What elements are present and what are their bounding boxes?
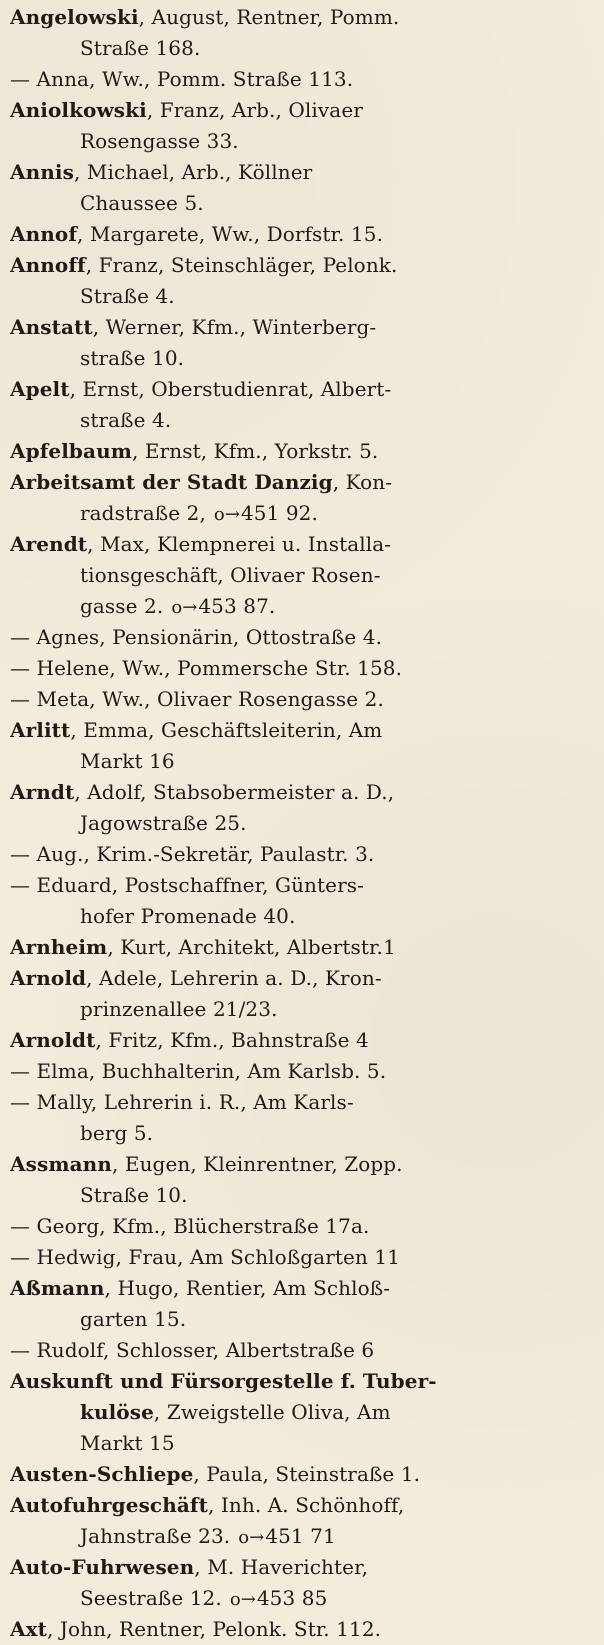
entry-text: , Zweigstelle Oliva, Am	[153, 1400, 391, 1424]
entry-text: Jahnstraße 23.	[80, 1524, 231, 1548]
entry-text: , Franz, Steinschläger, Pelonk.	[85, 253, 398, 277]
entry-name: Arbeitsamt der Stadt Danzig	[10, 470, 333, 494]
entry-first-line	[10, 467, 596, 498]
entry-text: — Hedwig, Frau, Am Schloßgarten 11	[10, 1245, 401, 1269]
entry-text: berg 5.	[80, 1121, 154, 1145]
entry-first-line	[10, 684, 596, 715]
entry-continuation-line	[10, 994, 596, 1025]
entry-name: Auskunft und Fürsorgestelle f. Tuber-	[10, 1369, 437, 1393]
entry-text: — Agnes, Pensionärin, Ottostraße 4.	[10, 625, 383, 649]
entry-name: Arnheim	[10, 935, 108, 959]
entry-name: Aßmann	[10, 1276, 105, 1300]
entry-continuation-line	[10, 281, 596, 312]
directory-entry-angelowski	[10, 2, 596, 64]
entry-text: — Aug., Krim.-Sekretär, Paulastr. 3.	[10, 842, 375, 866]
phone-number	[230, 1583, 328, 1614]
directory-entry-continued	[10, 1335, 596, 1366]
directory-entry-continued	[10, 839, 596, 870]
entry-continuation-line	[10, 808, 596, 839]
directory-entry-annof	[10, 219, 596, 250]
entry-text: tionsgeschäft, Olivaer Rosen-	[80, 563, 381, 587]
directory-entry-continued	[10, 1056, 596, 1087]
entry-first-line	[10, 312, 596, 343]
directory-entry-apfelbaum	[10, 436, 596, 467]
entry-continuation-line	[10, 1397, 596, 1428]
entry-text: , Max, Klempnerei u. Installa-	[87, 532, 392, 556]
entry-first-line	[10, 64, 596, 95]
entry-continuation-line	[10, 188, 596, 219]
entry-text: , Eugen, Kleinrentner, Zopp.	[111, 1152, 403, 1176]
entry-text: , Margarete, Ww., Dorfstr. 15.	[77, 222, 384, 246]
entry-text: garten 15.	[80, 1307, 187, 1331]
entry-name: Annof	[10, 222, 78, 246]
entry-first-line	[10, 95, 596, 126]
entry-text: Seestraße 12.	[80, 1586, 222, 1610]
entry-text: — Anna, Ww., Pomm. Straße 113.	[10, 67, 354, 91]
entry-first-line	[10, 1242, 596, 1273]
entry-first-line	[10, 1335, 596, 1366]
directory-entry-arbeitsamt-der-stadt-danzig	[10, 467, 596, 529]
entry-text: , Kurt, Architekt, Albertstr.1	[107, 935, 396, 959]
directory-entry-annoff	[10, 250, 596, 312]
entry-text: Rosengasse 33.	[80, 129, 239, 153]
entry-continuation-line	[10, 126, 596, 157]
entry-text: , Fritz, Kfm., Bahnstraße 4	[95, 1028, 369, 1052]
directory-entry-apelt	[10, 374, 596, 436]
directory-entry-arnheim	[10, 932, 596, 963]
directory-entry-autofuhrgeschaft	[10, 1490, 596, 1552]
entry-text: , Adele, Lehrerin a. D., Kron-	[86, 966, 382, 990]
directory-entry-continued	[10, 1242, 596, 1273]
entry-continuation-line	[10, 343, 596, 374]
directory-entry-assmann	[10, 1149, 596, 1211]
phone-number	[238, 1521, 336, 1552]
entry-text: , Michael, Arb., Köllner	[73, 160, 313, 184]
entry-text: Markt 16	[80, 749, 175, 773]
directory-entry-auto-fuhrwesen	[10, 1552, 596, 1614]
entry-first-line	[10, 1149, 596, 1180]
entry-text: Chaussee 5.	[80, 191, 204, 215]
entry-text: prinzenallee 21/23.	[80, 997, 278, 1021]
directory-entry-arendt	[10, 529, 596, 622]
entry-text: gasse 2.	[80, 594, 164, 618]
entry-text: , Ernst, Kfm., Yorkstr. 5.	[131, 439, 379, 463]
entry-first-line	[10, 1366, 596, 1397]
entry-first-line	[10, 932, 596, 963]
entry-continuation-line	[10, 1118, 596, 1149]
entry-continuation-line	[10, 591, 596, 622]
directory-entry-arnoldt	[10, 1025, 596, 1056]
entry-continuation-line	[10, 746, 596, 777]
entry-first-line	[10, 1087, 596, 1118]
entry-continuation-line	[10, 901, 596, 932]
entry-first-line	[10, 1273, 596, 1304]
entry-text: , Hugo, Rentier, Am Schloß-	[104, 1276, 391, 1300]
entry-name: Aniolkowski	[10, 98, 147, 122]
entry-text: , Werner, Kfm., Winterberg-	[92, 315, 377, 339]
directory-entry-arlitt	[10, 715, 596, 777]
entry-text: Markt 15	[80, 1431, 175, 1455]
entry-continuation-line	[10, 1428, 596, 1459]
phone-arrow-icon: o→	[238, 1527, 265, 1548]
directory-entry-anstatt	[10, 312, 596, 374]
entry-text: — Mally, Lehrerin i. R., Am Karls-	[10, 1090, 354, 1114]
entry-text: — Elma, Buchhalterin, Am Karlsb. 5.	[10, 1059, 387, 1083]
phone-number-text: 453 85	[256, 1586, 328, 1610]
phone-number-text: 453 87.	[198, 594, 276, 618]
entry-first-line	[10, 1490, 596, 1521]
entry-continuation-line	[10, 1521, 596, 1552]
entry-name: Apelt	[10, 377, 70, 401]
entry-text: — Georg, Kfm., Blücherstraße 17a.	[10, 1214, 370, 1238]
entry-text: , Emma, Geschäftsleiterin, Am	[70, 718, 383, 742]
entry-text: , John, Rentner, Pelonk. Str. 112.	[46, 1617, 382, 1641]
entry-first-line	[10, 1025, 596, 1056]
entry-text: Jagowstraße 25.	[80, 811, 247, 835]
directory-entry-continued	[10, 622, 596, 653]
entry-first-line	[10, 157, 596, 188]
entry-name: Auto-Fuhrwesen	[10, 1555, 195, 1579]
phone-arrow-icon: o→	[229, 1589, 256, 1610]
phone-number	[171, 591, 275, 622]
entry-continuation-line	[10, 1304, 596, 1335]
directory-entry-continued	[10, 653, 596, 684]
entry-text: radstraße 2,	[80, 501, 206, 525]
entry-first-line	[10, 1552, 596, 1583]
entry-text: — Rudolf, Schlosser, Albertstraße 6	[10, 1338, 375, 1362]
entry-continuation-line	[10, 560, 596, 591]
entry-continuation-line	[10, 1180, 596, 1211]
entry-first-line	[10, 715, 596, 746]
entry-text: , Kon-	[332, 470, 393, 494]
directory-entry-axt	[10, 1614, 596, 1645]
entry-first-line	[10, 777, 596, 808]
entry-continuation-line	[10, 405, 596, 436]
entry-first-line	[10, 2, 596, 33]
entry-text: hofer Promenade 40.	[80, 904, 296, 928]
phone-number-text: 451 71	[265, 1524, 336, 1548]
entry-name: Angelowski	[10, 5, 139, 29]
entry-name-continuation: kulöse	[80, 1400, 154, 1424]
entry-name: Arendt	[10, 532, 88, 556]
entry-text: , Ernst, Oberstudienrat, Albert-	[69, 377, 392, 401]
directory-entry-annis	[10, 157, 596, 219]
entry-first-line	[10, 1056, 596, 1087]
entry-first-line	[10, 1459, 596, 1490]
entry-name: Assmann	[10, 1152, 112, 1176]
entry-first-line	[10, 219, 596, 250]
directory-entry-aniolkowski	[10, 95, 596, 157]
entry-text: Straße 168.	[80, 36, 201, 60]
directory-entry-arnold	[10, 963, 596, 1025]
entry-name: Annis	[10, 160, 74, 184]
entry-first-line	[10, 529, 596, 560]
entry-continuation-line	[10, 498, 596, 529]
entry-first-line	[10, 250, 596, 281]
entry-name: Annoff	[10, 253, 86, 277]
entry-first-line	[10, 436, 596, 467]
directory-entry-continued	[10, 870, 596, 932]
entry-name: Apfelbaum	[10, 439, 132, 463]
entry-name: Arlitt	[10, 718, 71, 742]
directory-entry-austen-schliepe	[10, 1459, 596, 1490]
entry-first-line	[10, 1211, 596, 1242]
entry-text: straße 10.	[80, 346, 185, 370]
entry-text: , Franz, Arb., Olivaer	[146, 98, 363, 122]
entry-name: Arndt	[10, 780, 75, 804]
directory-entry-continued	[10, 1087, 596, 1149]
entry-continuation-line	[10, 1583, 596, 1614]
directory-entry-assmann	[10, 1273, 596, 1335]
phone-number-text: 451 92.	[240, 501, 318, 525]
entry-first-line	[10, 963, 596, 994]
entry-text: , Adolf, Stabsobermeister a. D.,	[74, 780, 395, 804]
directory-entry-continued	[10, 684, 596, 715]
entry-text: , August, Rentner, Pomm.	[138, 5, 400, 29]
entry-first-line	[10, 839, 596, 870]
entry-name: Arnold	[10, 966, 87, 990]
entry-text: , Inh. A. Schönhoff,	[207, 1493, 405, 1517]
entry-name: Anstatt	[10, 315, 93, 339]
entry-first-line	[10, 653, 596, 684]
entry-text: Straße 4.	[80, 284, 175, 308]
directory-entry-arndt	[10, 777, 596, 839]
entry-text: Straße 10.	[80, 1183, 188, 1207]
entry-name: Austen-Schliepe	[10, 1462, 194, 1486]
directory-entry-continued	[10, 64, 596, 95]
entry-continuation-line	[10, 33, 596, 64]
phone-arrow-icon: o→	[213, 504, 241, 525]
entry-name: Arnoldt	[10, 1028, 96, 1052]
entry-text: straße 4.	[80, 408, 172, 432]
entry-text: — Helene, Ww., Pommersche Str. 158.	[10, 656, 403, 680]
entry-name: Autofuhrgeschäft	[10, 1493, 208, 1517]
entry-first-line	[10, 374, 596, 405]
entry-text: — Eduard, Postschaffner, Günters-	[10, 873, 364, 897]
entry-first-line	[10, 870, 596, 901]
directory-entry-auskunft-und-fursorgestelle-f-tuber	[10, 1366, 596, 1459]
entry-text: — Meta, Ww., Olivaer Rosengasse 2.	[10, 687, 384, 711]
entry-name: Axt	[10, 1617, 47, 1641]
phone-arrow-icon: o→	[171, 597, 198, 618]
phone-number	[214, 498, 318, 529]
entry-text: , Paula, Steinstraße 1.	[193, 1462, 421, 1486]
entry-first-line	[10, 622, 596, 653]
entry-first-line	[10, 1614, 596, 1645]
entry-text: , M. Haverichter,	[194, 1555, 369, 1579]
directory-entry-continued	[10, 1211, 596, 1242]
